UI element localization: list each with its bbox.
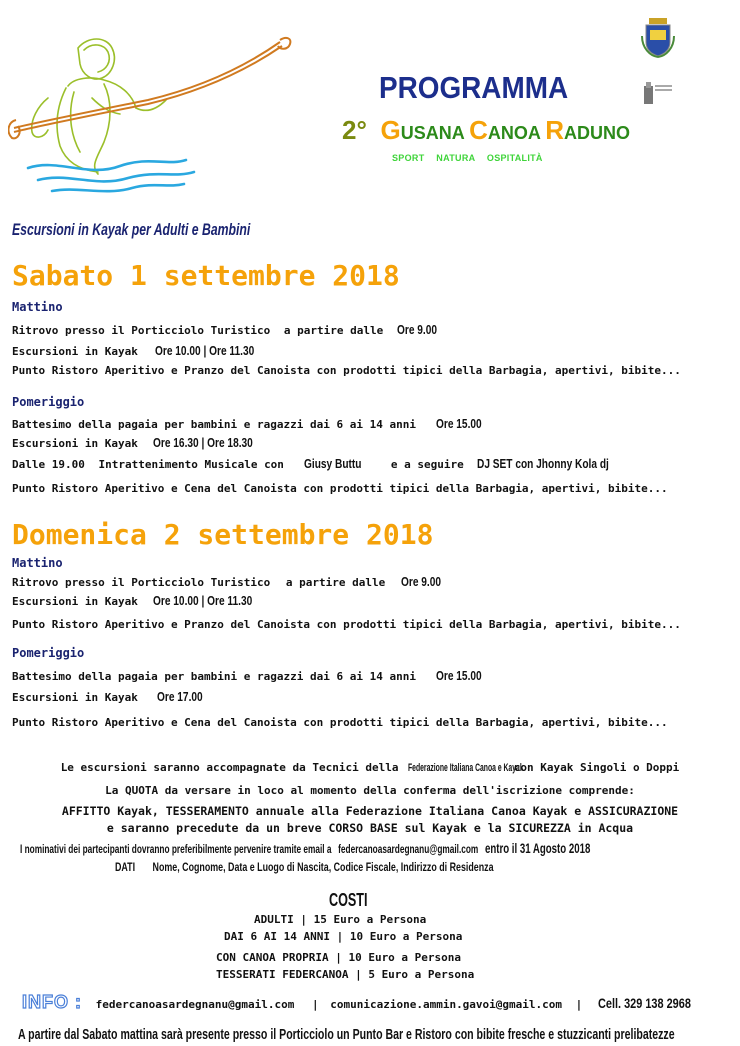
info-email2[interactable]: comunicazione.ammin.gavoi@gmail.com <box>330 998 563 1011</box>
cost-row: DAI 6 AI 14 ANNI | 10 Euro a Persona <box>224 930 463 943</box>
note-registration: I nominativi dei partecipanti dovranno preferibilmente pervenire tramite email a federcanoasardegnanu@gmail.com entro il 31 Agosto 2018 <box>20 840 591 856</box>
saturday-afternoon-row1: Battesimo della pagaia per bambini e ragazzi dai 6 ai 14 anni Ore 15.00 <box>12 416 482 431</box>
sunday-afternoon-row3: Punto Ristoro Aperitivo e Cena del Canoista con prodotti tipici della Barbagia, apertivi, bibite... <box>12 716 668 729</box>
saturday-afternoon-row3: Dalle 19.00 Intrattenimento Musicale con Giusy Buttu e a seguire DJ SET con Jhonny Kola dj <box>12 456 610 471</box>
cost-row: TESSERATI FEDERCANOA | 5 Euro a Persona <box>216 968 475 981</box>
note-course: e saranno precedute da un breve CORSO BASE sul Kayak e la SICUREZZA in Acqua <box>106 821 634 835</box>
note-guides: Le escursioni saranno accompagnate da Tecnici della Federazione Italiana Canoa e Kayak con Kayak Singoli o Doppi <box>60 761 680 774</box>
sunday-morning-row1: Ritrovo presso il Porticciolo Turistico a partire dalle Ore 9.00 <box>12 574 441 589</box>
saturday-morning-row1: Ritrovo presso il Porticciolo Turistico a partire dalle Ore 9.00 <box>12 322 437 337</box>
sunday-afternoon-label: Pomeriggio <box>12 646 85 660</box>
saturday-morning-label: Mattino <box>12 300 63 314</box>
sunday-morning-row3: Punto Ristoro Aperitivo e Pranzo del Canoista con prodotti tipici della Barbagia, apertivi, bibite... <box>12 618 681 631</box>
saturday-afternoon-row2: Escursioni in Kayak Ore 16.30 | Ore 18.30 <box>12 435 254 450</box>
municipal-crest-icon <box>640 16 676 58</box>
subtitle: Escursioni in Kayak per Adulti e Bambini <box>12 220 251 239</box>
sunday-morning-row2: Escursioni in Kayak Ore 10.00 | Ore 11.30 <box>12 593 253 608</box>
info-email1[interactable]: federcanoasardegnanu@gmail.com <box>95 998 295 1011</box>
kayaker-icon <box>8 28 293 198</box>
sunday-afternoon-row2: Escursioni in Kayak Ore 17.00 <box>12 689 204 704</box>
page-title: PROGRAMMA <box>379 70 569 105</box>
event-name: 2° GUSANA CANOA RADUNO <box>342 115 630 145</box>
costs-title: COSTI <box>329 890 368 910</box>
info-line: INFO : federcanoasardegnanu@gmail.com | comunicazione.ammin.gavoi@gmail.com | Cell. 329 138 2968 <box>22 992 691 1012</box>
saturday-afternoon-row4: Punto Ristoro Aperitivo e Cena del Canoista con prodotti tipici della Barbagia, apertivi, bibite... <box>12 482 668 495</box>
saturday-morning-row3: Punto Ristoro Aperitivo e Pranzo del Canoista con prodotti tipici della Barbagia, apertivi, bibite... <box>12 364 681 377</box>
saturday-afternoon-label: Pomeriggio <box>12 395 85 409</box>
info-phone[interactable]: Cell. 329 138 2968 <box>597 995 691 1011</box>
note-includes: AFFITTO Kayak, TESSERAMENTO annuale alla Federazione Italiana Canoa Kayak e ASSICURAZIONE <box>61 804 679 818</box>
pro-loco-gavoi-logo <box>642 80 674 106</box>
saturday-title: Sabato 1 settembre 2018 <box>12 259 400 292</box>
sunday-afternoon-row1: Battesimo della pagaia per bambini e ragazzi dai 6 ai 14 anni Ore 15.00 <box>12 668 482 683</box>
tagline: SPORT NATURA OSPITALITÀ <box>392 153 543 163</box>
footer-note: A partire dal Sabato mattina sarà presente presso il Porticciolo un Punto Bar e Ristoro con bibite fresche e stuzzicanti prelibatezze <box>18 1026 675 1043</box>
sunday-morning-label: Mattino <box>12 556 63 570</box>
info-label: INFO : <box>22 992 82 1012</box>
note-quota: La QUOTA da versare in loco al momento della conferma dell'iscrizione comprende: <box>105 784 635 797</box>
note-data: DATI Nome, Cognome, Data e Luogo di Nascita, Codice Fiscale, Indirizzo di Residenza <box>115 860 494 874</box>
saturday-morning-row2: Escursioni in Kayak Ore 10.00 | Ore 11.30 <box>12 343 255 358</box>
cost-row: ADULTI | 15 Euro a Persona <box>254 913 427 926</box>
sunday-title: Domenica 2 settembre 2018 <box>12 518 434 551</box>
cost-row: CON CANOA PROPRIA | 10 Euro a Persona <box>216 951 462 964</box>
